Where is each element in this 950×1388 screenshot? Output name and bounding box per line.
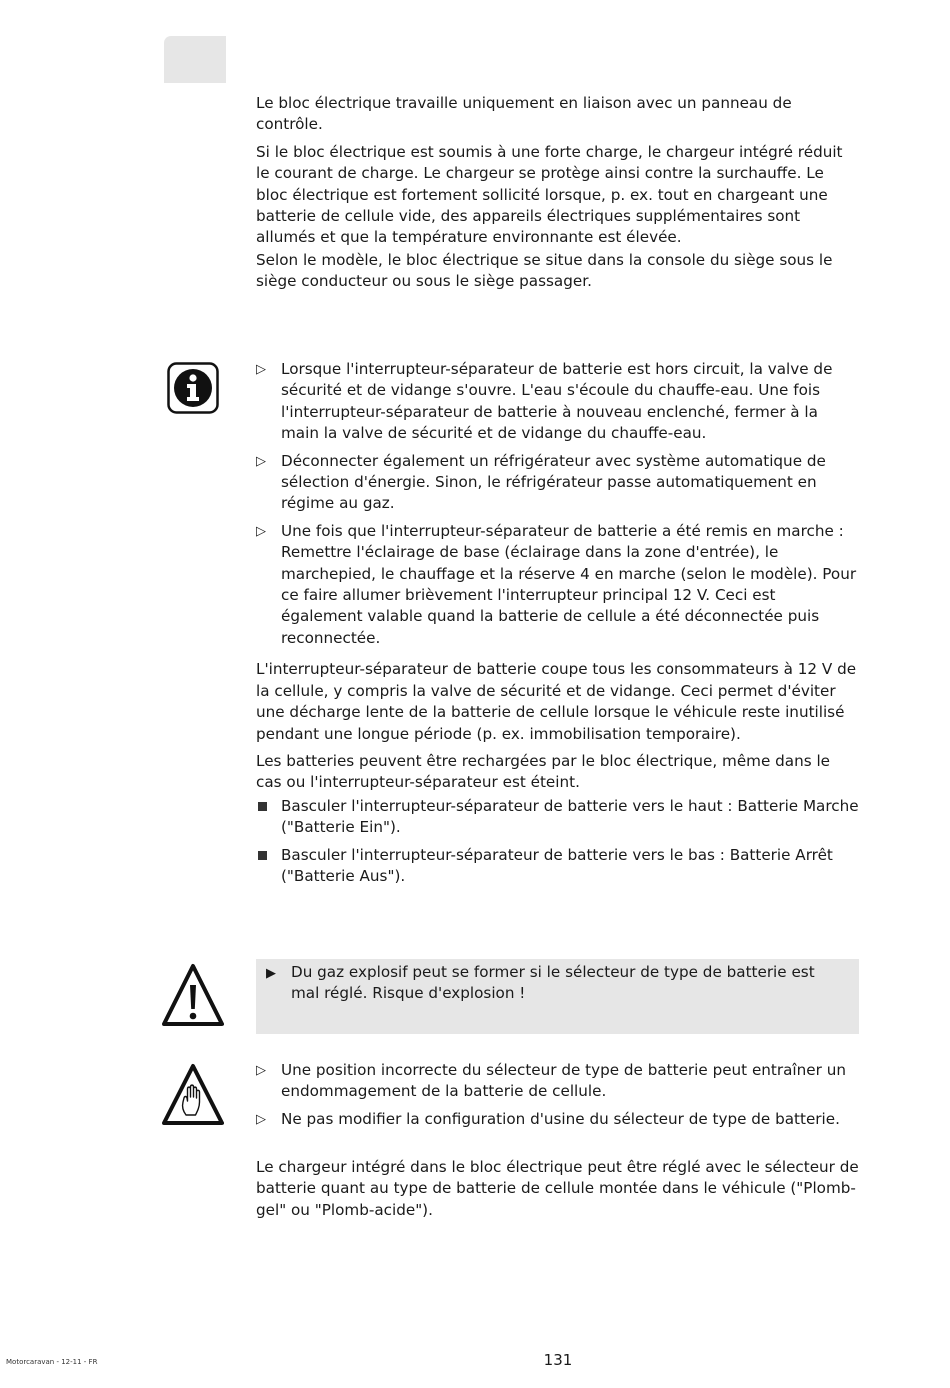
charger-section bbox=[256, 1157, 860, 1221]
triangle-bullet-icon: ▷ bbox=[256, 1111, 266, 1127]
warning-box bbox=[256, 959, 859, 1034]
separator-paragraph-1: L'interrupteur-séparateur de batterie coupe tous les consommateurs à 12 V de la cellule, y compris la valve de sécurité et de vidange. Ceci permet d'éviter une décharge lente de la batterie de cellule lorsque le véhicule reste inutilisé pendant une longue période (p. ex. immobilisation temporaire). bbox=[256, 660, 857, 743]
info-icon bbox=[167, 362, 219, 414]
step-item: Basculer l'interrupteur-séparateur de batterie vers le haut : Batterie Marche ("Batterie Ein"). bbox=[256, 796, 860, 839]
intro-paragraph-1: Le bloc électrique travaille uniquement en liaison avec un panneau de contrôle. bbox=[256, 94, 792, 134]
triangle-bullet-icon: ▷ bbox=[256, 362, 266, 377]
location-section bbox=[256, 250, 860, 293]
caution-hand-triangle-icon bbox=[162, 1063, 224, 1126]
caution-item: ▷ Une position incorrecte du sélecteur de type de batterie peut entraîner un endommagement de la batterie de cellule. bbox=[256, 1061, 846, 1101]
charger-paragraph: Le chargeur intégré dans le bloc électrique peut être réglé avec le sélecteur de batterie quant au type de batterie de cellule montée dans le véhicule ("Plomb-gel" ou "Plomb-acide"). bbox=[256, 1158, 859, 1219]
steps-list bbox=[256, 796, 860, 888]
note-item: ▷ Une fois que l'interrupteur-séparateur de batterie a été remis en marche : Remettre l'éclairage de base (éclairage dans la zone d'entrée), le marchepied, le chauffage et la réserve 4 en marche (selon le modèle). Pour ce faire allumer brièvement l'interrupteur principal 12 V. Ceci est également valable quand la batterie de cellule a été déconnectée puis reconnectée. bbox=[256, 521, 857, 647]
intro-section bbox=[256, 93, 860, 249]
intro-paragraph-2: Si le bloc électrique est soumis à une forte charge, le chargeur intégré réduit le courant de charge. Le chargeur se protège ainsi contre la surchauffe. Le bloc électrique est fortement sollicité lorsque, p. ex. tout en chargeant une batterie de cellule vide, des appareils électriques supplémentaires sont allumés et que la température environnante est élevée. bbox=[256, 142, 843, 247]
page-number: 131 bbox=[543, 1351, 573, 1369]
triangle-bullet-icon: ▷ bbox=[256, 523, 266, 539]
filled-arrow-icon: ▶ bbox=[266, 966, 276, 981]
cautions-list bbox=[256, 1060, 860, 1130]
caution-item: ▷ Ne pas modifier la configuration d'usine du sélecteur de type de batterie. bbox=[256, 1109, 860, 1130]
location-paragraph: Selon le modèle, le bloc électrique se situe dans la console du siège sous le siège conducteur ou sous le siège passager. bbox=[256, 251, 833, 291]
note-item: ▷ Déconnecter également un réfrigérateur avec système automatique de sélection d'énergie. Sinon, le réfrigérateur passe automatiquement en régime au gaz. bbox=[256, 451, 826, 513]
step-item: Basculer l'interrupteur-séparateur de batterie vers le bas : Batterie Arrêt ("Batterie Aus"). bbox=[256, 845, 860, 888]
warning-text: Du gaz explosif peut se former si le sélecteur de type de batterie est mal réglé. Risque d'explosion ! bbox=[291, 963, 815, 1003]
square-bullet-icon bbox=[258, 802, 267, 811]
notes-list bbox=[256, 359, 860, 794]
separator-paragraph-2: Les batteries peuvent être rechargées par le bloc électrique, même dans le cas ou l'interrupteur-séparateur est éteint. bbox=[256, 751, 831, 792]
triangle-bullet-icon: ▷ bbox=[256, 453, 266, 469]
footer-doc-id: Motorcaravan - 12-11 - FR bbox=[6, 1358, 98, 1366]
chapter-tab bbox=[164, 36, 226, 83]
warning-triangle-icon bbox=[162, 963, 224, 1027]
triangle-bullet-icon: ▷ bbox=[256, 1063, 266, 1078]
note-item: ▷ Lorsque l'interrupteur-séparateur de batterie est hors circuit, la valve de sécurité et de vidange s'ouvre. L'eau s'écoule du chauffe-eau. Une fois l'interrupteur-séparateur de batterie à nouveau enclenché, fermer à la main la valve de sécurité et de vidange du chauffe-eau. bbox=[256, 360, 833, 443]
square-bullet-icon bbox=[258, 851, 267, 860]
